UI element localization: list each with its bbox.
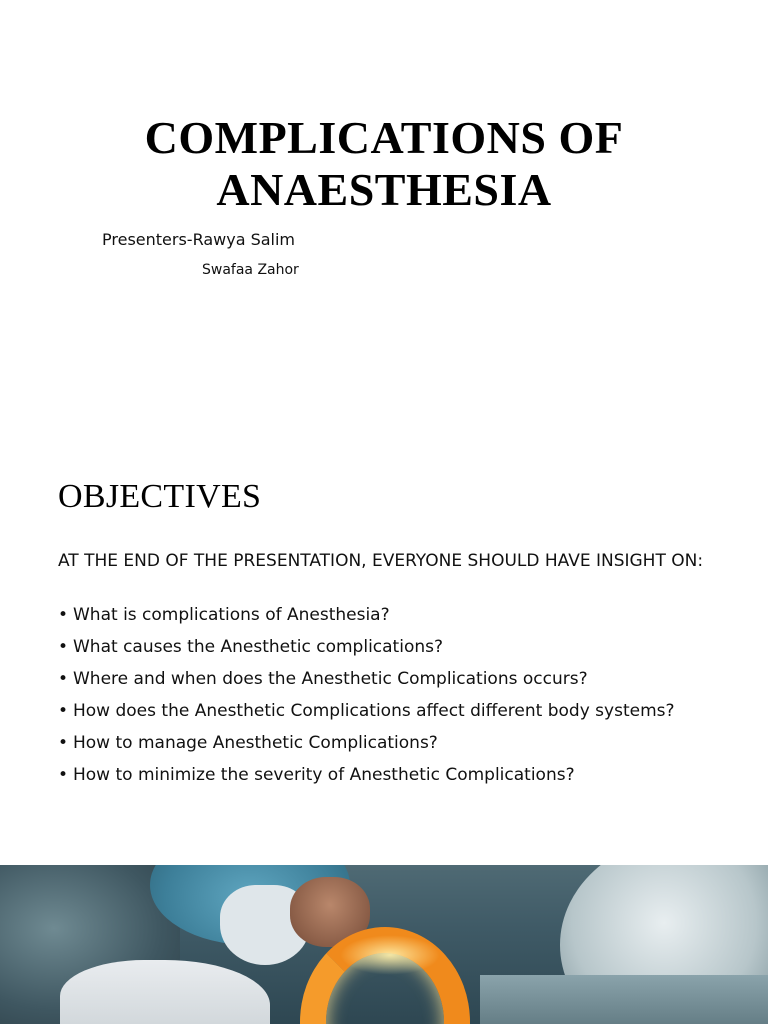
- photo-slide: [0, 865, 768, 1024]
- objective-text: How to manage Anesthetic Complications?: [73, 733, 438, 753]
- objectives-intro: AT THE END OF THE PRESENTATION, EVERYONE SHOULD HAVE INSIGHT ON:: [58, 551, 704, 571]
- objective-text: How does the Anesthetic Complications affect different body systems?: [73, 701, 675, 721]
- title-line-2: ANAESTHESIA: [216, 164, 552, 215]
- objective-item-6: [58, 764, 728, 787]
- objective-text: What causes the Anesthetic complications?: [73, 637, 443, 657]
- patient-bed-icon: [480, 975, 768, 1024]
- title-line-1: COMPLICATIONS OF: [144, 112, 624, 163]
- presenter-name-2: Swafaa Zahor: [202, 262, 299, 278]
- objectives-list: [58, 604, 728, 796]
- presentation-title: [0, 112, 768, 216]
- bullet-icon: •: [58, 701, 69, 721]
- bullet-icon: •: [58, 605, 69, 625]
- bullet-icon: •: [58, 765, 69, 785]
- objective-item-2: [58, 636, 728, 659]
- bullet-icon: •: [58, 733, 69, 753]
- bullet-icon: •: [58, 637, 69, 657]
- objective-item-5: [58, 732, 728, 755]
- objectives-slide: [0, 440, 768, 865]
- objectives-heading: OBJECTIVES: [58, 478, 262, 515]
- objective-item-3: [58, 668, 728, 691]
- title-slide: [0, 0, 768, 440]
- tube-glow-icon: [340, 935, 440, 975]
- objective-text: How to minimize the severity of Anesthetic Complications?: [73, 765, 575, 785]
- surgery-photo-icon: [0, 865, 768, 1024]
- objective-text: What is complications of Anesthesia?: [73, 605, 390, 625]
- gloved-hand-icon: [60, 960, 270, 1024]
- presenter-name-1: Presenters-Rawya Salim: [102, 230, 296, 249]
- bullet-icon: •: [58, 669, 69, 689]
- objective-text: Where and when does the Anesthetic Complications occurs?: [73, 669, 588, 689]
- objective-item-1: [58, 604, 728, 627]
- objective-item-4: [58, 700, 728, 723]
